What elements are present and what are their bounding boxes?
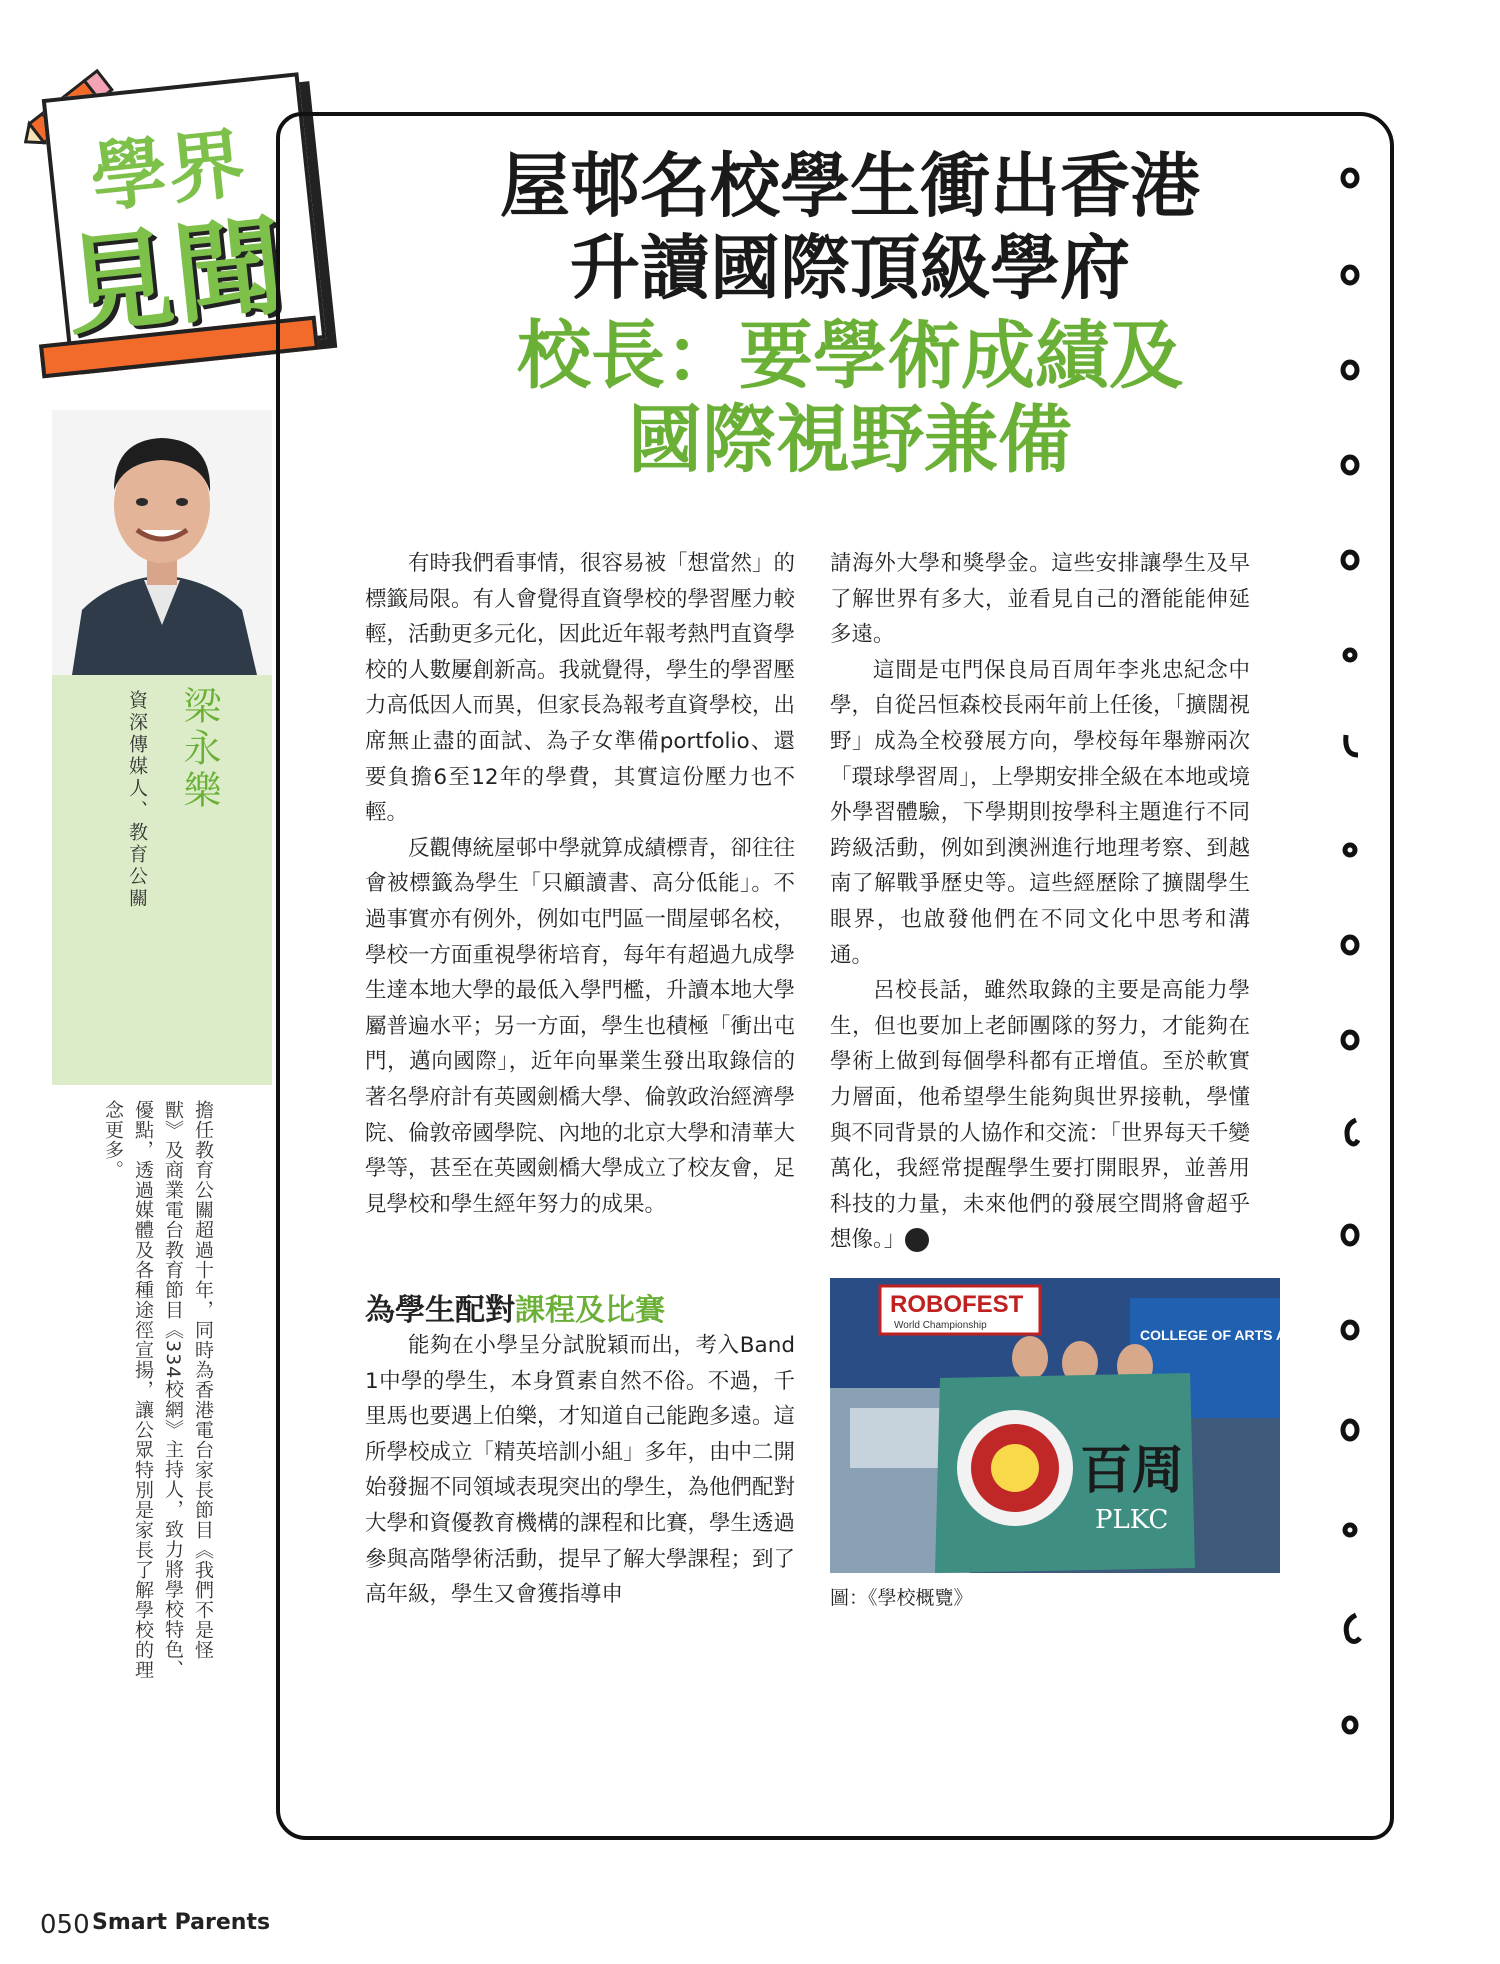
author-title: 資深傳媒人、教育公關 (126, 690, 148, 910)
paragraph-final (830, 973, 1250, 1258)
headline-line2: 升讀國際頂級學府 (570, 227, 1130, 309)
photo-booth-text: COLLEGE OF ARTS AND SCIENCES (1140, 1327, 1382, 1343)
page-number: 050 (40, 1910, 90, 1940)
subheadline-line1: 校長：要學術成績及 (517, 313, 1183, 399)
paragraph: 能夠在小學呈分試脫穎而出，考入Band 1中學的學生，本身質素自然不俗。不過，千里馬也要遇上伯樂，才知道自己能跑多遠。這所學校成立「精英培訓小組」多年，由中二開始發掘不同領域表現突出的學生，為他們配對大學和資優教育機構的課程和比賽，學生透過參與高階學術活動，提早了解大學課程；到了高年級，學生又會獲指導申 (365, 1333, 796, 1608)
photo-flag-text: 百周 (1080, 1440, 1185, 1501)
photo-banner-text: ROBOFEST (890, 1291, 1024, 1318)
author-bio: 擔任教育公關超過十年，同時為香港電台家長節目《我們不是怪獸》及商業電台教育節目《334校網》主持人，致力將學校特色、優點，透過媒體及各種途徑宣揚，讓公眾特別是家長了解學校的理念更多。 (102, 1100, 214, 1680)
paragraph-final-text: 呂校長話，雖然取錄的主要是高能力學生，但也要加上老師團隊的努力，才能夠在學術上做到每個學科都有正增值。至於軟實力層面，他希望學生能夠與世界接軌，學懂與不同背景的人協作和交流：「世界每天千變萬化，我經常提醒學生要打開眼界，並善用科技的力量，未來他們的發展空間將會超乎想像。」 (830, 978, 1250, 1253)
section-heading (365, 1285, 665, 1329)
section-heading-black: 為學生配對 (365, 1293, 515, 1328)
magazine-name: Smart Parents (92, 1910, 271, 1935)
article-column-1 (365, 546, 795, 1222)
article-column-2 (830, 546, 1250, 1258)
paragraph: 反觀傳統屋邨中學就算成績標青，卻往往會被標籤為學生「只顧讀書、高分低能」。不過事實亦有例外，例如屯門區一間屋邨名校，學校一方面重視學術培育，每年有超過九成學生達本地大學的最低入學門檻，升讀本地大學屬普遍水平；另一方面，學生也積極「衝出屯門，邁向國際」，近年向畢業生發出取錄信的著名學府計有英國劍橋大學、倫敦政治經濟學院、倫敦帝國學院、內地的北京大學和清華大學等，甚至在英國劍橋大學成立了校友會，足見學校和學生經年努力的成果。 (365, 835, 796, 1217)
author-sidebar (52, 675, 272, 1085)
photo-flag-subtext: PLKC (1095, 1505, 1169, 1535)
headline-line1: 屋邨名校學生衝出香港 (500, 145, 1200, 227)
paragraph: 這間是屯門保良局百周年李兆忠紀念中學，自從呂恒森校長兩年前上任後，「擴闊視野」成為全校發展方向，學校每年舉辦兩次「環球學習周」，上學期安排全級在本地或境外學習體驗，下學期則按學科主題進行不同跨級活動，例如到澳洲進行地理考察、到越南了解戰爭歷史等。這些經歷除了擴闊學生眼界，也啟發他們在不同文化中思考和溝通。 (830, 657, 1250, 968)
article-column-1-section (365, 1328, 795, 1613)
paragraph-continued: 請海外大學和獎學金。這些安排讓學生及早了解世界有多大，並看見自己的潛能能伸延多遠。 (830, 551, 1250, 648)
end-mark-icon: ✎ (905, 1228, 929, 1252)
column-logo-line2: 見聞 (59, 203, 291, 352)
author-photo (52, 410, 272, 675)
author-portrait-icon (52, 410, 272, 675)
notebook-rings-decoration (1330, 160, 1370, 1840)
section-heading-green: 課程及比賽 (515, 1293, 665, 1328)
subheadline-line2: 國際視野兼備 (628, 397, 1072, 483)
paragraph: 有時我們看事情，很容易被「想當然」的標籤局限。有人會覺得直資學校的學習壓力較輕，活動更多元化，因此近年報考熱門直資學校的人數屢創新高。我就覺得，學生的學習壓力高低因人而異，但家長為報考直資學校，出席無止盡的面試、為子女準備portfolio、還要負擔6至12年的學費，其實這份壓力也不輕。 (365, 551, 796, 826)
author-name: 梁永樂 (177, 686, 221, 812)
photo-caption: 圖：《學校概覽》 (830, 1587, 973, 1609)
photo-banner-subtext: World Championship (894, 1320, 987, 1331)
column-logo-line1: 學界 (86, 118, 251, 223)
school-photo (830, 1278, 1382, 1573)
